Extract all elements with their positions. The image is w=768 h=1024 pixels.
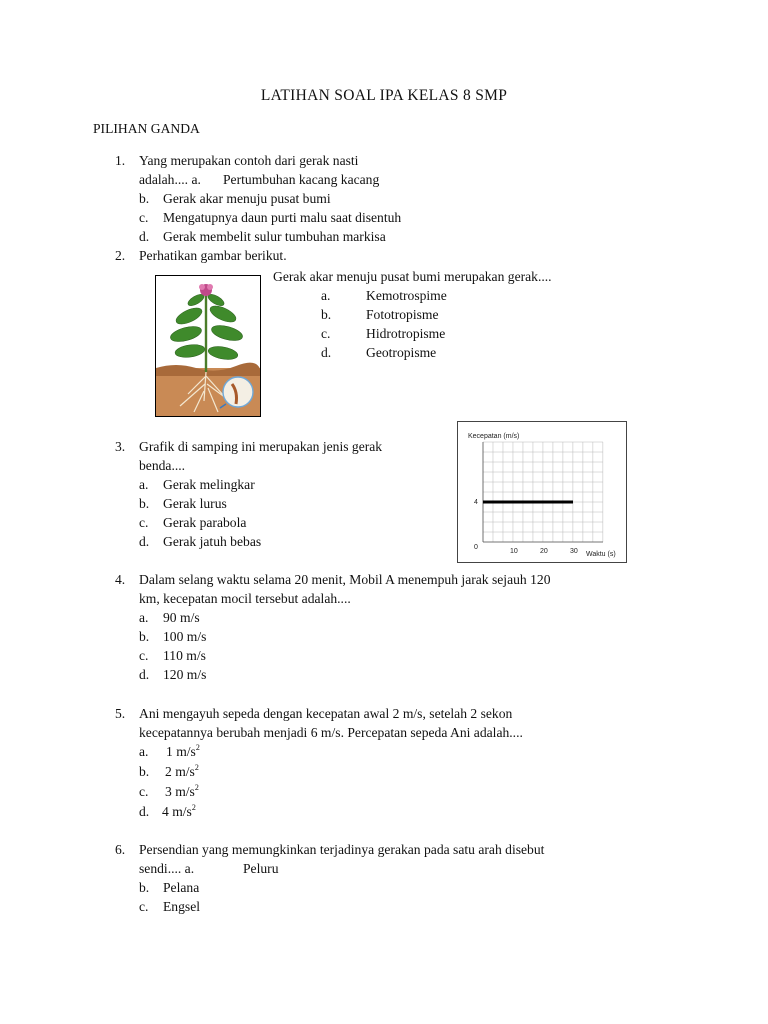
section-heading: PILIHAN GANDA — [93, 121, 200, 136]
plant-root-illustration — [155, 275, 261, 417]
question-text: Persendian yang memungkinkan terjadinya gerakan pada satu arah disebut — [139, 842, 545, 857]
x-tick-label: 20 — [540, 548, 548, 555]
option-letter: b. — [139, 764, 150, 779]
option-text: Fototropisme — [366, 307, 439, 322]
y-axis-label: Kecepatan (m/s) — [468, 433, 520, 440]
page-title: LATIHAN SOAL IPA KELAS 8 SMP — [260, 87, 508, 104]
question-text: Gerak akar menuju pusat bumi merupakan gerak.... — [273, 269, 552, 284]
option-letter: c. — [139, 515, 149, 530]
option-text: 120 m/s — [163, 667, 207, 682]
option-letter: a. — [321, 288, 331, 303]
option-letter: c. — [139, 648, 149, 663]
option-text: Engsel — [163, 899, 200, 914]
option-text: Gerak melingkar — [163, 477, 255, 492]
option-letter: a. — [139, 610, 149, 625]
question-text: Yang merupakan contoh dari gerak nasti — [139, 153, 359, 168]
option-text: 4 $m/s^2$ — [162, 803, 196, 819]
option-letter: d. — [321, 345, 332, 360]
question-number: 3. — [115, 439, 126, 454]
option-letter: b. — [139, 191, 150, 206]
option-letter: a. — [139, 744, 149, 759]
option-text: Geotropisme — [366, 345, 437, 360]
chart-grid — [483, 442, 603, 542]
velocity-time-chart — [457, 421, 627, 563]
question-text: Grafik di samping ini merupakan jenis gerak — [139, 439, 383, 454]
x-axis-label: Waktu (s) — [586, 551, 616, 558]
option-text: Hidrotropisme — [366, 326, 446, 341]
option-text: 2 $m/s^2$ — [165, 763, 199, 779]
question-text: Perhatikan gambar berikut. — [139, 248, 287, 263]
option-letter: c. — [139, 210, 149, 225]
option-text: Kemotrospime — [366, 288, 447, 303]
option-text: 1 $m/s^2$ — [166, 743, 200, 759]
question-number: 6. — [115, 842, 126, 857]
option-text: 3 $m/s^2$ — [165, 783, 199, 799]
option-letter: a. — [139, 477, 149, 492]
option-letter: d. — [139, 534, 150, 549]
question-number: 2. — [115, 248, 126, 263]
option-letter: c. — [139, 784, 149, 799]
option-letter: c. — [321, 326, 331, 341]
option-letter: b. — [139, 880, 150, 895]
question-text: Ani mengayuh sepeda dengan kecepatan awal 2 m/s, setelah 2 sekon — [139, 706, 513, 721]
option-letter: d. — [139, 229, 150, 244]
option-letter: c. — [139, 899, 149, 914]
option-text: 100 m/s — [163, 629, 207, 644]
option-text: 90 m/s — [163, 610, 200, 625]
option-text: Mengatupnya daun purti malu saat disentuh — [163, 210, 402, 225]
question-text: kecepatannya berubah menjadi 6 m/s. Percepatan sepeda Ani adalah.... — [139, 725, 523, 740]
option-text: Gerak lurus — [163, 496, 227, 511]
question-number: 4. — [115, 572, 126, 587]
option-letter: b. — [139, 629, 150, 644]
origin-label: 0 — [474, 544, 478, 551]
question-text: Dalam selang waktu selama 20 menit, Mobil A menempuh jarak sejauh 120 — [139, 572, 551, 587]
question-number: 5. — [115, 706, 126, 721]
option-text: Gerak akar menuju pusat bumi — [163, 191, 331, 206]
question-text: sendi.... a. — [139, 861, 195, 876]
option-text: Gerak membelit sulur tumbuhan markisa — [163, 229, 386, 244]
question-text: benda.... — [139, 458, 186, 473]
option-letter: b. — [321, 307, 332, 322]
x-tick-label: 30 — [570, 548, 578, 555]
question-text: km, kecepatan mocil tersebut adalah.... — [139, 591, 351, 606]
option-text: Pelana — [163, 880, 200, 895]
option-letter: d. — [139, 804, 150, 819]
question-text: adalah.... a. — [139, 172, 201, 187]
option-text: Gerak jatuh bebas — [163, 534, 262, 549]
option-text: Peluru — [243, 861, 279, 876]
option-text: Gerak parabola — [163, 515, 247, 530]
question-number: 1. — [115, 153, 126, 168]
x-tick-label: 10 — [510, 548, 518, 555]
option-text: 110 m/s — [163, 648, 206, 663]
option-letter: d. — [139, 667, 150, 682]
option-letter: b. — [139, 496, 150, 511]
y-tick-label: 4 — [474, 499, 478, 506]
option-text: Pertumbuhan kacang kacang — [223, 172, 380, 187]
